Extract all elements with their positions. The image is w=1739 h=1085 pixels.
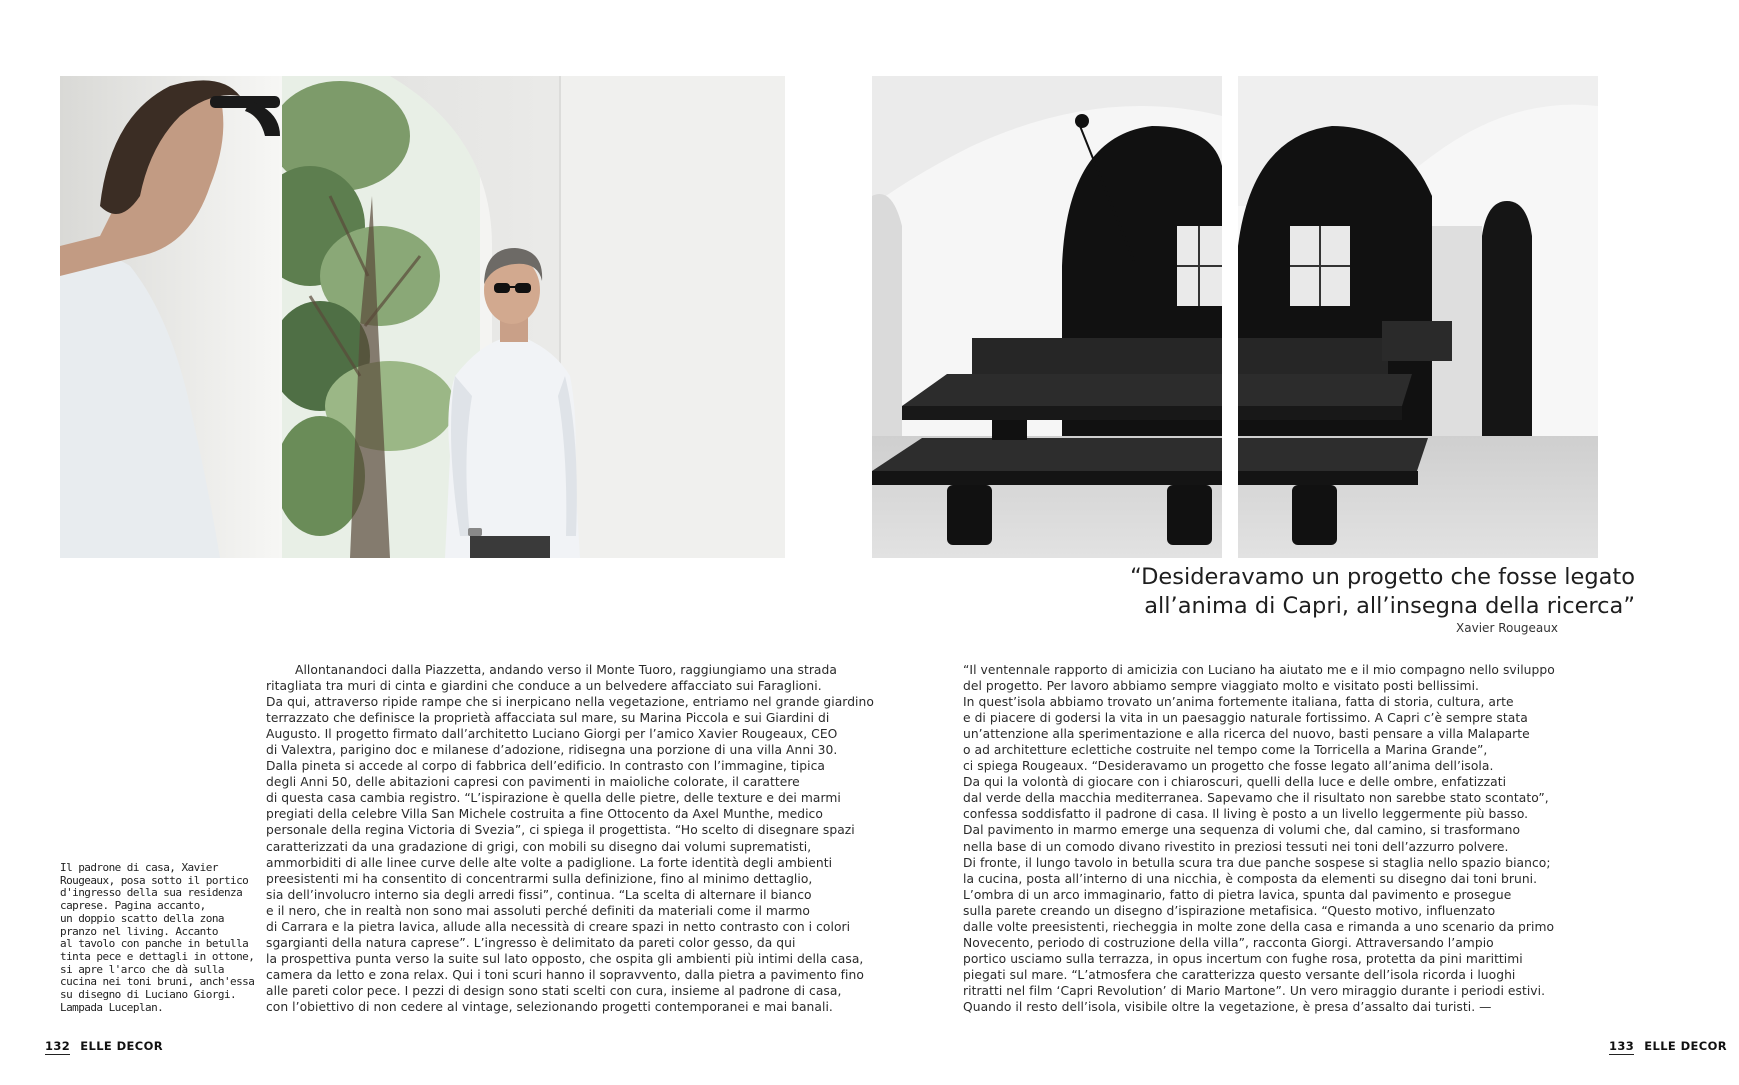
body-line: terrazzato che definisce la proprietà affacciata sul mare, su Marina Piccola e sui Giardini di bbox=[266, 711, 830, 726]
body-line: alle pareti color pece. I pezzi di design sono stati scelti con cura, insieme al padrone di casa, bbox=[266, 983, 842, 998]
caption-line: caprese. Pagina accanto, bbox=[60, 899, 206, 913]
body-line: piegati sul mare. “L’atmosfera che caratterizza questo versante dell’isola ricorda i luoghi bbox=[963, 967, 1516, 982]
body-line: di Valextra, parigino doc e milanese d’adozione, ridisegna una porzione di una villa Anni 30. bbox=[266, 743, 838, 758]
body-line: di questa casa cambia registro. “L’ispirazione è quella delle pietre, delle texture e dei marmi bbox=[266, 791, 841, 806]
body-line: In quest’isola abbiamo trovato un’anima fortemente italiana, fatta di storia, cultura, arte bbox=[963, 695, 1514, 710]
body-line: Quando il resto dell’isola, visibile oltre la vegetazione, è presa d’assalto dai turisti. — bbox=[963, 999, 1492, 1014]
body-line: dal verde della macchia mediterranea. Sapevamo che il risultato non sarebbe stato scontato”, bbox=[963, 791, 1549, 806]
body-line: degli Anni 50, delle abitazioni capresi con pavimenti in maioliche colorate, il carattere bbox=[266, 775, 800, 790]
body-line: del progetto. Per lavoro abbiamo sempre viaggiato molto e visitato posti bellissimi. bbox=[963, 679, 1480, 694]
body-line: sia dell’involucro interno sia degli arredi fissi”, continua. “La scelta di alternare il bianco bbox=[266, 887, 812, 902]
body-line: ci spiega Rougeaux. “Desideravamo un progetto che fosse legato all’anima dell’isola. bbox=[963, 759, 1494, 774]
body-line: “Il ventennale rapporto di amicizia con Luciano ha aiutato me e il mio compagno nello sviluppo bbox=[963, 663, 1555, 677]
pull-quote-author: Xavier Rougeaux bbox=[1456, 621, 1558, 635]
body-line: con l’obiettivo di non cedere al vintage, selezionando progetti contemporanei e mai banali. bbox=[266, 999, 833, 1014]
article-body-left bbox=[266, 662, 926, 1015]
magazine-name: ELLE DECOR bbox=[80, 1039, 164, 1053]
magazine-name: ELLE DECOR bbox=[1644, 1039, 1728, 1053]
page-footer-left bbox=[45, 1039, 163, 1055]
body-line: o ad architetture eclettiche costruite nel tempo come la Torricella a Marina Grande”, bbox=[963, 743, 1488, 758]
pull-quote-line: “Desideravamo un progetto che fosse legato bbox=[1130, 564, 1635, 590]
photo-dining-room-icon bbox=[872, 76, 1598, 558]
article-body-right bbox=[963, 662, 1623, 1015]
body-line: pregiati della celebre Villa San Michele costruita a fine Ottocento da Axel Munthe, medico bbox=[266, 807, 823, 822]
body-line: un’attenzione alla sperimentazione e alla ricerca del nuovo, basti pensare a villa Malaparte bbox=[963, 727, 1530, 742]
body-line: Dalla pineta si accede al corpo di fabbrica dell’edificio. In contrasto con l’immagine, tipica bbox=[266, 759, 825, 774]
body-line: ritagliata tra muri di cinta e giardini che conduce a un belvedere affacciato sui Faraglioni. bbox=[266, 679, 822, 694]
body-line: di Carrara e la pietra lavica, allude alla necessità di creare spazi in netto contrasto con i colori bbox=[266, 919, 851, 934]
body-line: ritratti nel film ‘Capri Revolution’ di Mario Martone”. Un vero miraggio durante i periodi estivi. bbox=[963, 983, 1546, 998]
body-line: Da qui la volontà di giocare con i chiaroscuri, quelli della luce e delle ombre, enfatizzati bbox=[963, 775, 1507, 790]
body-line: nella base di un comodo divano rivestito in preziosi tessuti nei toni dell’azzurro polvere. bbox=[963, 839, 1509, 854]
caption-line: Il padrone di casa, Xavier bbox=[60, 861, 218, 874]
body-line: sulla parete creando un disegno d’ispirazione metafisica. “Questo motivo, influenzato bbox=[963, 903, 1496, 918]
body-line: e di piacere di godersi la vita in un paesaggio naturale fortissimo. A Capri c’è sempre stata bbox=[963, 711, 1528, 726]
photo-portrait-arch-icon bbox=[60, 76, 785, 558]
caption-line: su disegno di Luciano Giorgi. bbox=[60, 988, 237, 1002]
body-line: Novecento, periodo di costruzione della villa”, racconta Giorgi. Attraversando l’ampio bbox=[963, 935, 1494, 950]
body-line: portico usciamo sulla terrazza, in opus incertum con fughe rosa, protetta da pini marittimi bbox=[963, 951, 1523, 966]
body-line: preesistenti mi ha consentito di concentrarmi sulla definizione, fino al minimo dettaglio, bbox=[266, 871, 813, 886]
caption-line: si apre l'arco che dà sulla bbox=[60, 962, 224, 976]
page-number: 132 bbox=[45, 1039, 71, 1053]
caption-line: Lampada Luceplan. bbox=[60, 1000, 164, 1014]
body-line: caratterizzati da una gradazione di grigi, con mobili su disegno dai volumi suprematisti, bbox=[266, 839, 812, 854]
body-line: Allontanandoci dalla Piazzetta, andando verso il Monte Tuoro, raggiungiamo una strada bbox=[295, 663, 837, 677]
body-line: ammorbiditi di alle linee curve delle alte volte a padiglione. La forte identità degli ambienti bbox=[266, 855, 833, 870]
body-line: L’ombra di un arco immaginario, fatto di pietra lavica, spunta dal pavimento e prosegue bbox=[963, 887, 1512, 902]
body-line: dalle volte preesistenti, riecheggia in molte zone della casa e rimanda a uno scenario da primo bbox=[963, 919, 1555, 934]
caption-line: tinta pece e dettagli in ottone, bbox=[60, 949, 255, 963]
body-line: confessa soddisfatto il padrone di casa. Il living è posto a un livello leggermente più basso. bbox=[963, 807, 1529, 822]
caption-line: un doppio scatto della zona bbox=[60, 911, 224, 925]
pull-quote-line: all’anima di Capri, all’insegna della ricerca” bbox=[1144, 593, 1635, 619]
photo-caption bbox=[60, 862, 256, 1014]
body-line: sgargianti della natura caprese”. L’ingresso è delimitato da pareti color gesso, da qui bbox=[266, 935, 796, 950]
page-number: 133 bbox=[1609, 1039, 1635, 1053]
photo-portrait bbox=[60, 76, 785, 558]
photo-dining bbox=[872, 76, 1598, 558]
body-line: Augusto. Il progetto firmato dall’architetto Luciano Giorgi per l’amico Xavier Rougeaux, CEO bbox=[266, 727, 838, 742]
caption-line: Rougeaux, posa sotto il portico bbox=[60, 873, 249, 887]
body-line: Dal pavimento in marmo emerge una sequenza di volumi che, dal camino, si trasformano bbox=[963, 823, 1521, 838]
pull-quote bbox=[1000, 563, 1635, 621]
body-line: Di fronte, il lungo tavolo in betulla scura tra due panche sospese si staglia nello spazio bianco; bbox=[963, 855, 1551, 870]
body-line: la prospettiva punta verso la suite sul lato opposto, che ospita gli ambienti più intimi della casa, bbox=[266, 951, 864, 966]
caption-line: d'ingresso della sua residenza bbox=[60, 886, 243, 900]
body-line: Da qui, attraverso ripide rampe che si inerpicano nella vegetazione, entriamo nel grande giardino bbox=[266, 695, 874, 710]
caption-line: pranzo nel living. Accanto bbox=[60, 924, 218, 938]
caption-line: al tavolo con panche in betulla bbox=[60, 937, 249, 951]
page-footer-right bbox=[1609, 1039, 1727, 1055]
body-line: e il nero, che in realtà non sono mai assoluti perché definiti da materiali come il marmo bbox=[266, 903, 811, 918]
caption-line: cucina nei toni bruni, anch'essa bbox=[60, 975, 255, 989]
body-line: la cucina, posta all’interno di una nicchia, è composta da elementi su disegno dai toni bruni. bbox=[963, 871, 1538, 886]
body-line: camera da letto e zona relax. Qui i toni scuri hanno il sopravvento, dalla pietra a pavimento fino bbox=[266, 967, 864, 982]
body-line: personale della regina Victoria di Svezia”, ci spiega il progettista. “Ho scelto di disegnare spazi bbox=[266, 823, 855, 838]
